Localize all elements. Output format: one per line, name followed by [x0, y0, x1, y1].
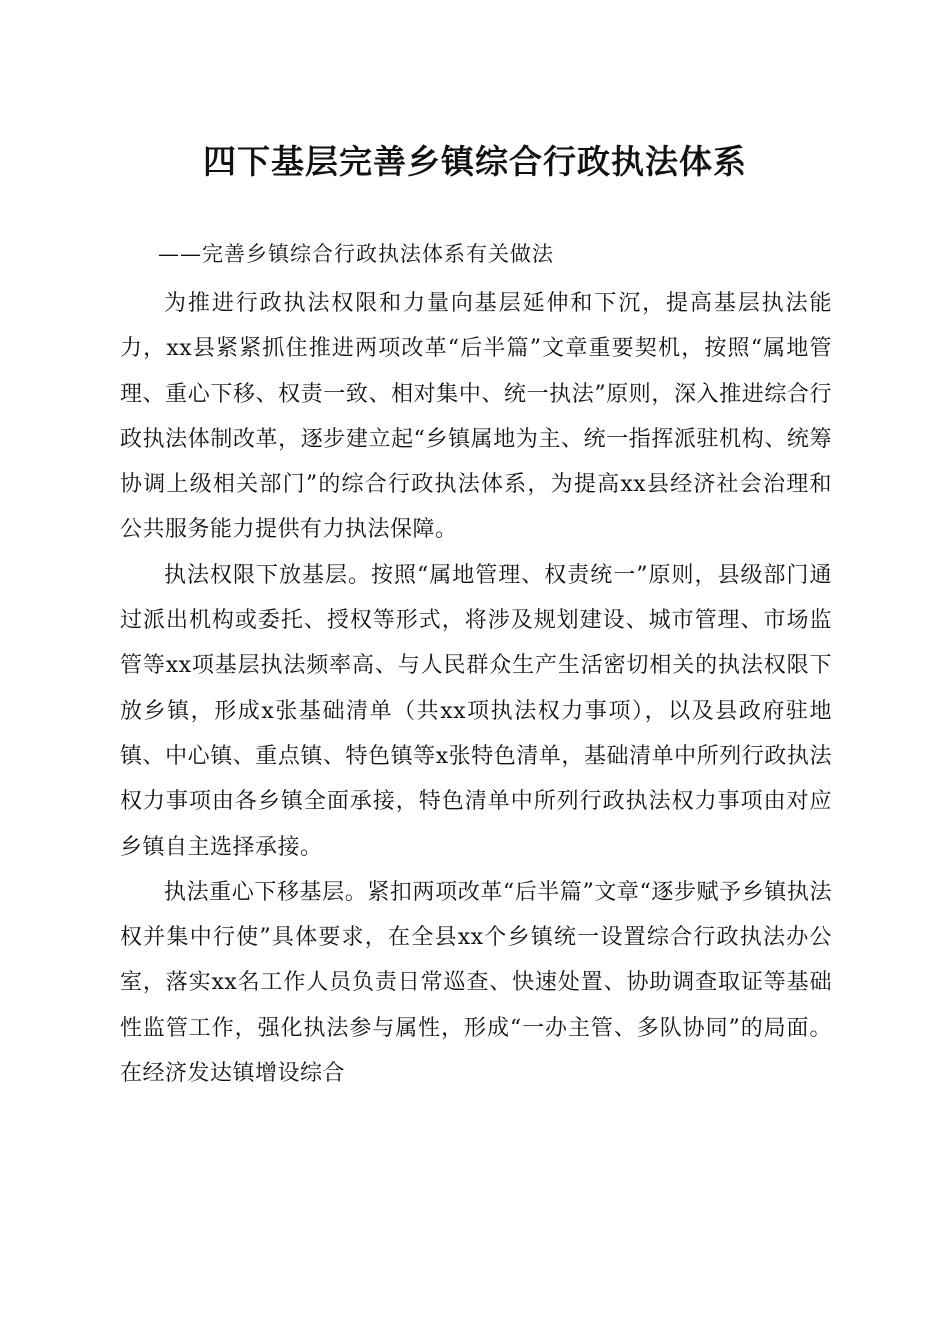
document-subtitle: ——完善乡镇综合行政执法体系有关做法	[158, 242, 554, 266]
paragraph-intro: 为推进行政执法权限和力量向基层延伸和下沉，提高基层执法能力，xx县紧紧抓住推进两项改革“后半篇”文章重要契机，按照“属地管理、重心下移、权责一致、相对集中、统一执法”原则，深入推进综合行政执法体制改革，逐步建立起“乡镇属地为主、统一指挥派驻机构、统筹协调上级相关部门”的综合行政执法体系，为提高xx县经济社会治理和公共服务能力提供有力执法保障。	[120, 291, 832, 543]
paragraph-authority-delegation: 执法权限下放基层。按照“属地管理、权责统一”原则，县级部门通过派出机构或委托、授权等形式，将涉及规划建设、城市管理、市场监管等xx项基层执法频率高、与人民群众生产生活密切相关的执法权限下放乡镇，形成x张基础清单（共xx项执法权力事项），以及县政府驻地镇、中心镇、重点镇、特色镇等x张特色清单，基础清单中所列行政执法权力事项由各乡镇全面承接，特色清单中所列行政执法权力事项由对应乡镇自主选择承接。	[120, 562, 832, 860]
document-body	[120, 281, 832, 1096]
document-title: 四下基层完善乡镇综合行政执法体系	[203, 142, 747, 181]
paragraph-enforcement-focus: 执法重心下移基层。紧扣两项改革“后半篇”文章“逐步赋予乡镇执法权并集中行使”具体要求，在全县xx个乡镇统一设置综合行政执法办公室，落实xx名工作人员负责日常巡查、快速处置、协助调查取证等基础性监管工作，强化执法参与属性，形成“一办主管、多队协同”的局面。在经济发达镇增设综合	[120, 879, 832, 1087]
